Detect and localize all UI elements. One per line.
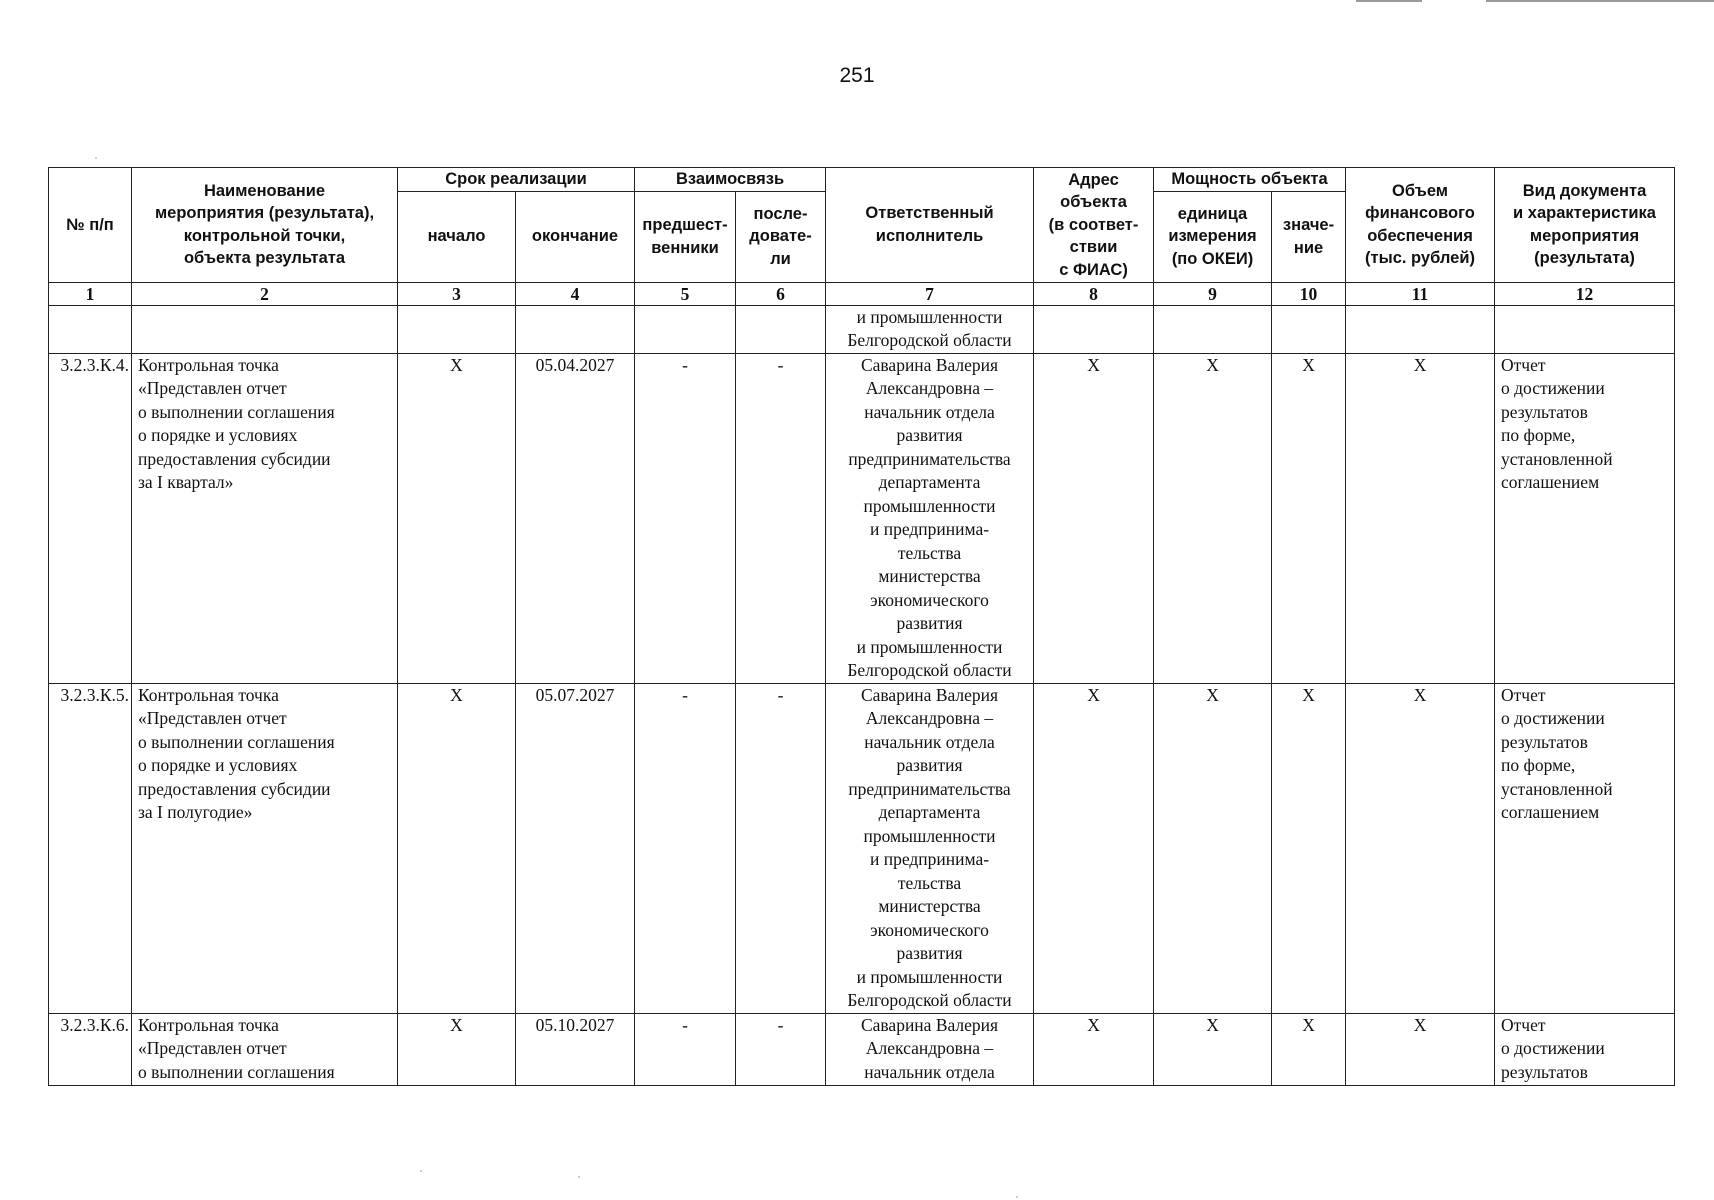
cell-document: Отчет о достижении результатов (1495, 1013, 1675, 1085)
column-number: 11 (1346, 282, 1495, 305)
cell-empty (635, 305, 736, 353)
cell-finance: X (1346, 1013, 1495, 1085)
plan-table (48, 167, 1675, 1086)
cell-empty (1346, 305, 1495, 353)
cell-unit: X (1154, 353, 1272, 683)
column-number: 12 (1495, 282, 1675, 305)
column-number-row (49, 282, 1675, 305)
cell-empty (736, 305, 826, 353)
top-edge-rule (1486, 0, 1714, 2)
cell-empty (1154, 305, 1272, 353)
cell-executor: Саварина Валерия Александровна – начальник отдела развития предпринимательства департамента промышленности и предпринима- тельства министерства экономического развития и промышленности Белгородской области (826, 353, 1034, 683)
cell-empty (49, 305, 132, 353)
header-successors: после- довате- ли (736, 191, 826, 282)
column-number: 3 (398, 282, 516, 305)
header-document: Вид документа и характеристика мероприятия (результата) (1495, 168, 1675, 283)
cell-empty (132, 305, 398, 353)
top-edge-rule (1356, 0, 1422, 2)
cell-code: 3.2.3.К.6. (49, 1013, 132, 1085)
header-unit: единица измерения (по ОКЕИ) (1154, 191, 1272, 282)
cell-unit: X (1154, 1013, 1272, 1085)
header-power-group: Мощность объекта (1154, 168, 1346, 192)
cell-empty (1495, 305, 1675, 353)
cell-predecessors: - (635, 353, 736, 683)
cell-start: X (398, 353, 516, 683)
cell-code: 3.2.3.К.4. (49, 353, 132, 683)
scan-speck (578, 1176, 580, 1178)
column-number: 10 (1272, 282, 1346, 305)
table-row (49, 353, 1675, 683)
cell-start: X (398, 683, 516, 1013)
header-executor: Ответственный исполнитель (826, 168, 1034, 283)
table-row (49, 683, 1675, 1013)
cell-document: Отчет о достижении результатов по форме, установленной соглашением (1495, 353, 1675, 683)
header-predecessors: предшест- венники (635, 191, 736, 282)
column-number: 6 (736, 282, 826, 305)
cell-executor: Саварина Валерия Александровна – начальник отдела (826, 1013, 1034, 1085)
cell-name: Контрольная точка «Представлен отчет о выполнении соглашения о порядке и условиях предоставления субсидии за I полугодие» (132, 683, 398, 1013)
header-value: значе- ние (1272, 191, 1346, 282)
header-finance: Объем финансового обеспечения (тыс. рублей) (1346, 168, 1495, 283)
header-name: Наименование мероприятия (результата), контрольной точки, объекта результата (132, 168, 398, 283)
cell-address: X (1034, 683, 1154, 1013)
cell-finance: X (1346, 353, 1495, 683)
header-link-group: Взаимосвязь (635, 168, 826, 192)
column-number: 7 (826, 282, 1034, 305)
column-number: 5 (635, 282, 736, 305)
cell-name: Контрольная точка «Представлен отчет о выполнении соглашения о порядке и условиях предоставления субсидии за I квартал» (132, 353, 398, 683)
continuation-row (49, 305, 1675, 353)
scan-speck (1016, 1196, 1018, 1198)
cell-end: 05.07.2027 (516, 683, 635, 1013)
cell-successors: - (736, 683, 826, 1013)
header-num: № п/п (49, 168, 132, 283)
cell-empty (516, 305, 635, 353)
cell-predecessors: - (635, 1013, 736, 1085)
cell-address: X (1034, 353, 1154, 683)
cell-executor: Саварина Валерия Александровна – начальник отдела развития предпринимательства департамента промышленности и предпринима- тельства министерства экономического развития и промышленности Белгородской области (826, 683, 1034, 1013)
column-number: 2 (132, 282, 398, 305)
cell-empty (1272, 305, 1346, 353)
column-number: 9 (1154, 282, 1272, 305)
cell-empty (398, 305, 516, 353)
cell-finance: X (1346, 683, 1495, 1013)
column-number: 1 (49, 282, 132, 305)
header-term-group: Срок реализации (398, 168, 635, 192)
cell-address: X (1034, 1013, 1154, 1085)
cell-value: X (1272, 683, 1346, 1013)
header-end: окончание (516, 191, 635, 282)
page-number: 251 (839, 64, 875, 87)
header-start: начало (398, 191, 516, 282)
cell-name: Контрольная точка «Представлен отчет о выполнении соглашения (132, 1013, 398, 1085)
scan-speck (420, 1170, 422, 1172)
scan-speck (95, 157, 97, 159)
column-number: 8 (1034, 282, 1154, 305)
header-row-1 (49, 168, 1675, 192)
cell-end: 05.10.2027 (516, 1013, 635, 1085)
cell-empty (1034, 305, 1154, 353)
header-address: Адрес объекта (в соответ- ствии с ФИАС) (1034, 168, 1154, 283)
cell-document: Отчет о достижении результатов по форме, установленной соглашением (1495, 683, 1675, 1013)
cell-start: X (398, 1013, 516, 1085)
table-row (49, 1013, 1675, 1085)
cell-value: X (1272, 1013, 1346, 1085)
cell-value: X (1272, 353, 1346, 683)
cell-code: 3.2.3.К.5. (49, 683, 132, 1013)
cell-successors: - (736, 1013, 826, 1085)
cell-predecessors: - (635, 683, 736, 1013)
cell-executor: и промышленности Белгородской области (826, 305, 1034, 353)
cell-end: 05.04.2027 (516, 353, 635, 683)
column-number: 4 (516, 282, 635, 305)
cell-unit: X (1154, 683, 1272, 1013)
cell-successors: - (736, 353, 826, 683)
